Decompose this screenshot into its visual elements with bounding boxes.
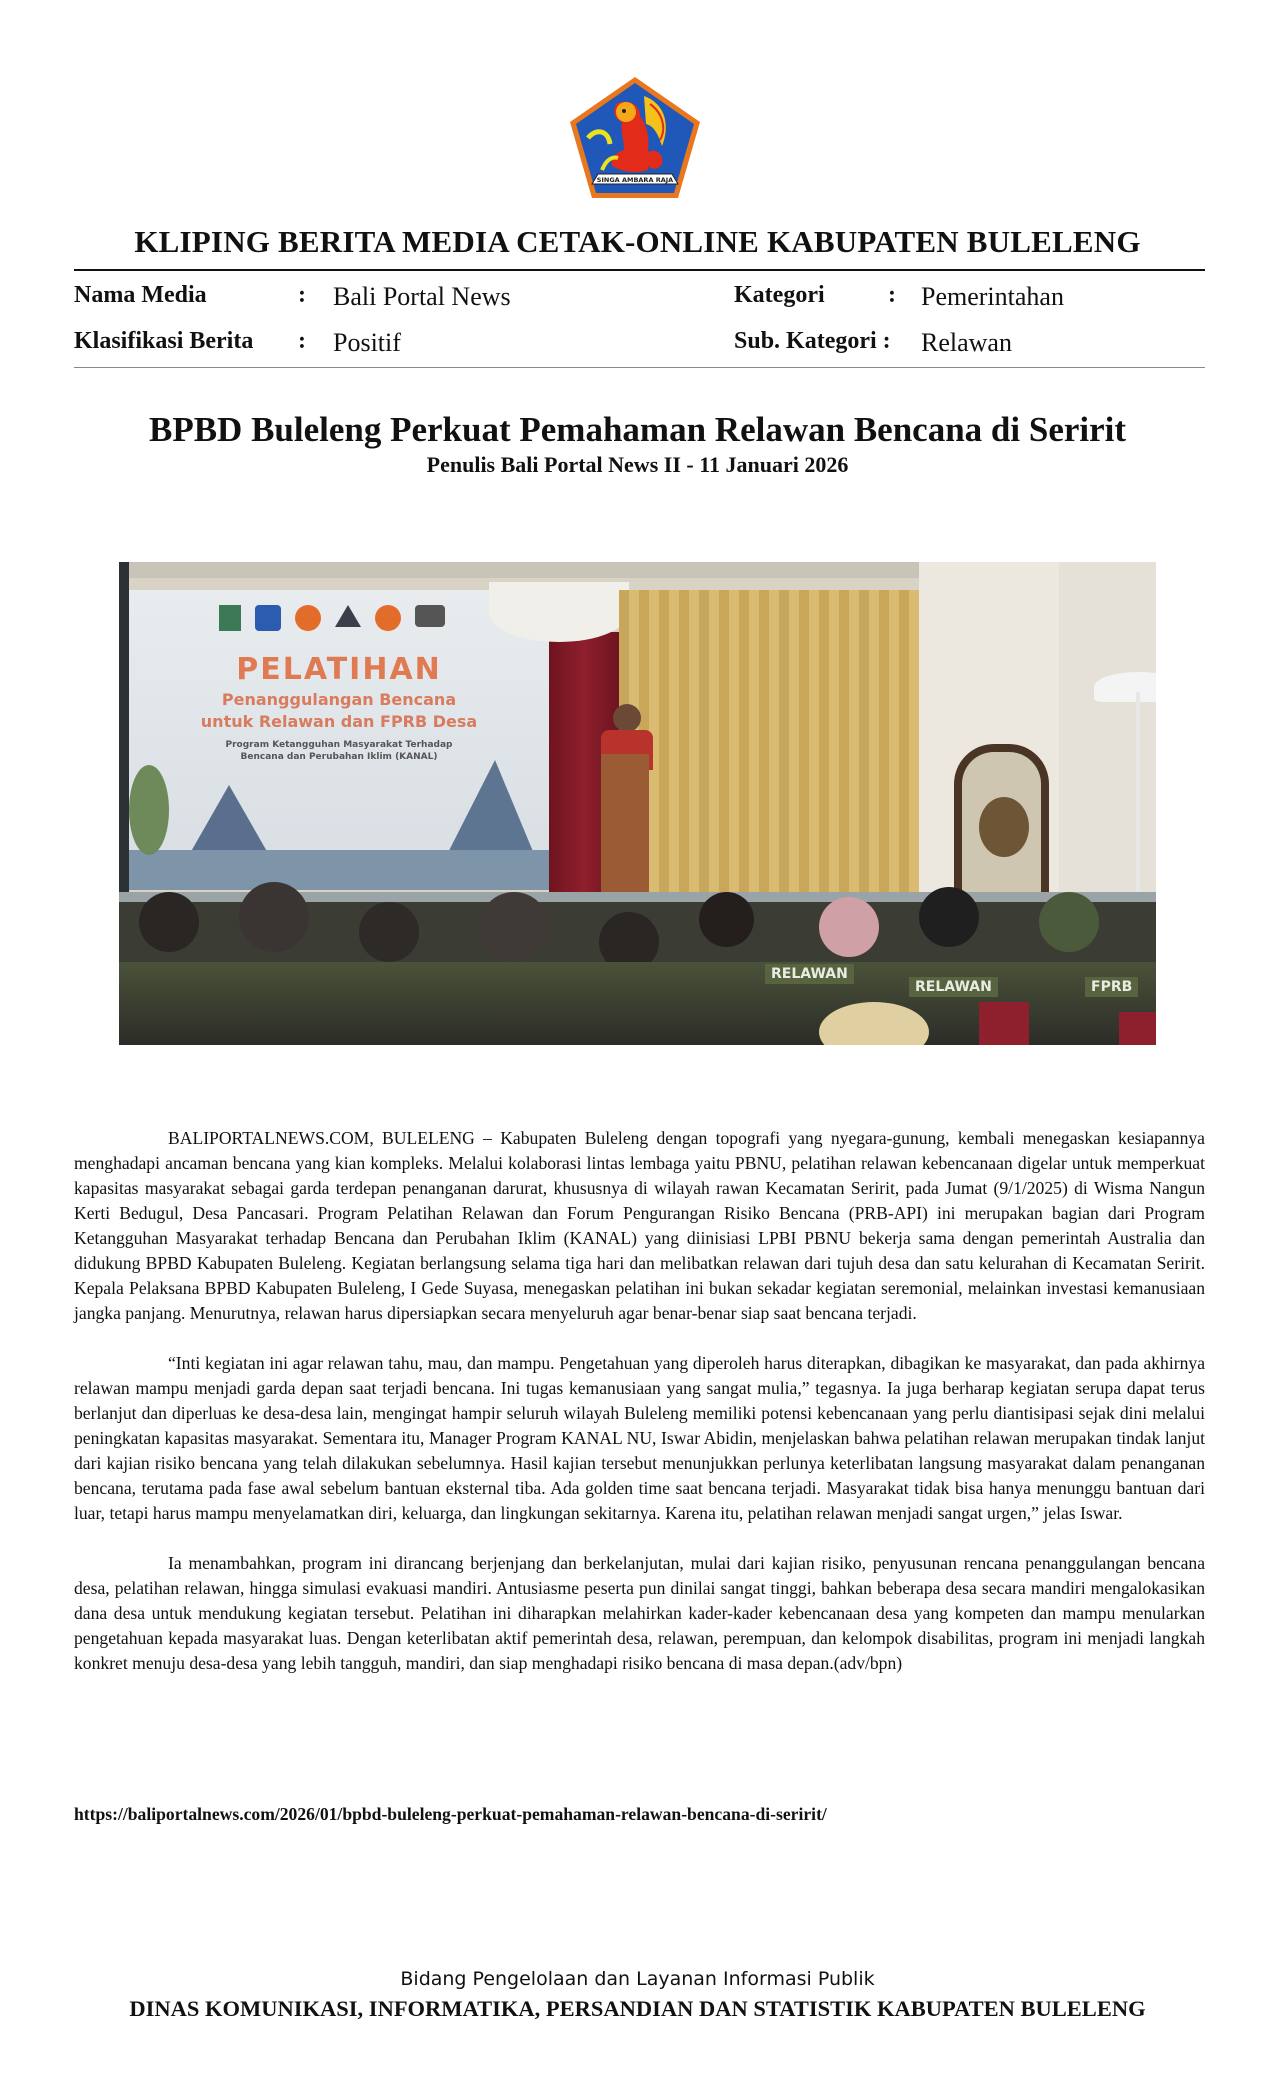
article-paragraph: “Inti kegiatan ini agar relawan tahu, mau, dan mampu. Pengetahuan yang diperoleh harus diterapkan, dibagikan ke masyarakat, dan pada akhirnya relawan mampu menjadi garda depan saat terjadi bencana. Ini tugas kemanusiaan yang sangat mulia,” tegasnya. Ia juga berharap kegiatan serupa dapat terus berlanjut dan diperluas ke desa-desa lain, mengingat hampir seluruh wilayah Buleleng memiliki potensi kebencanaan yang perlu diantisipasi sejak dini melalui peningkatan kapasitas masyarakat. Sementara itu, Manager Program KANAL NU, Iswar Abidin, menjelaskan bahwa pelatihan relawan merupakan tindak lanjut dari kajian risiko bencana yang telah dilakukan sebelumnya. Hasil kajian tersebut menunjukkan perlunya keterlibatan langsung masyarakat dalam penanganan bencana, terutama pada fase awal sebelum bantuan eksternal tiba. Ada golden time saat bencana terjadi. Masyarakat tidak bisa hanya menunggu bantuan dari luar, tetapi harus mampu menyelamatkan diri, keluarga, dan lingkungan sekitarnya. Karena itu, pelatihan relawan menjadi sangat urgen,” jelas Iswar.: [74, 1353, 1205, 1523]
meta-sub-kategori-value: Relawan: [921, 328, 1012, 357]
article-title: BPBD Buleleng Perkuat Pemahaman Relawan Bencana di Seririt: [148, 410, 1127, 449]
vest-label: FPRB: [1085, 977, 1138, 997]
article-paragraph: Ia menambahkan, program ini dirancang berjenjang dan berkelanjutan, mulai dari kajian risiko, penyusunan rencana penanggulangan bencana desa, pelatihan relawan, hingga simulasi evakuasi mandiri. Antusiasme peserta pun dinilai sangat tinggi, bahkan beberapa desa secara mandiri mengalokasikan dana desa untuk mendukung kegiatan tersebut. Pelatihan ini diharapkan melahirkan kader-kader kebencanaan desa yang kompeten dan mampu menularkan pengetahuan kepada masyarakat luas. Dengan keterlibatan aktif pemerintah desa, relawan, perempuan, dan kelompok disabilitas, program ini menjadi langkah konkret menuju desa-desa yang lebih tangguh, mandiri, dan siap menghadapi risiko bencana di masa depan.(adv/bpn): [74, 1553, 1205, 1673]
source-url-link[interactable]: https://baliportalnews.com/2026/01/bpbd-buleleng-perkuat-pemahaman-relawan-bencana-di-seririt/: [74, 1804, 827, 1824]
meta-klasifikasi-value: Positif: [333, 328, 401, 357]
meta-sub-kategori-label: Sub. Kategori :: [734, 328, 891, 354]
logo-motto: SINGA AMBARA RAJA: [596, 176, 674, 184]
vest-label: RELAWAN: [909, 977, 998, 997]
meta-klasifikasi-label: Klasifikasi Berita: [74, 328, 254, 354]
meta-kategori-label: Kategori: [734, 282, 825, 308]
meta-klasifikasi-sep: :: [298, 328, 306, 354]
banner-sub1: Program Ketangguhan Masyarakat Terhadap: [225, 740, 453, 750]
meta-nama-media-sep: :: [298, 282, 306, 308]
article-paragraph: BALIPORTALNEWS.COM, BULELENG – Kabupaten Buleleng dengan topografi yang nyegara-gunung, kembali menegaskan kesiapannya menghadapi ancaman bencana yang kian kompleks. Melalui kolaborasi lintas lembaga yaitu PBNU, pelatihan relawan kebencanaan digelar untuk memperkuat kapasitas masyarakat sebagai garda terdepan penanganan darurat, khususnya di wilayah rawan Kecamatan Seririt, pada Jumat (9/1/2025) di Wisma Nangun Kerti Bedugul, Desa Pancasari. Program Pelatihan Relawan dan Forum Pengurangan Risiko Bencana (PRB-API) ini merupakan bagian dari Program Ketangguhan Masyarakat terhadap Bencana dan Perubahan Iklim (KANAL) yang diinisiasi LPBI PBNU bekerja sama dengan pemerintah Australia dan didukung BPBD Kabupaten Buleleng. Kegiatan berlangsung selama tiga hari dan melibatkan relawan dari tujuh desa dan satu kelurahan di Kecamatan Seririt. Kepala Pelaksana BPBD Kabupaten Buleleng, I Gede Suyasa, menegaskan pelatihan ini bukan sekadar kegiatan seremonial, melainkan investasi kemanusiaan jangka panjang. Menurutnya, relawan harus dipersiapkan secara menyeluruh agar benar-benar siap saat bencana terjadi.: [74, 1128, 1205, 1323]
banner-line2: untuk Relawan dan FPRB Desa: [200, 712, 478, 731]
article-photo: [119, 562, 1156, 1045]
header-divider: [74, 269, 1205, 271]
meta-divider: [74, 367, 1205, 368]
footer-agency: DINAS KOMUNIKASI, INFORMATIKA, PERSANDIAN DAN STATISTIK KABUPATEN BULELENG: [129, 1996, 1146, 2021]
article-byline: Penulis Bali Portal News II - 11 Januari 2026: [426, 452, 849, 477]
article-body: [74, 1126, 1205, 1701]
meta-nama-media-label: Nama Media: [74, 282, 207, 308]
footer-department: Bidang Pengelolaan dan Layanan Informasi Publik: [400, 1968, 875, 1990]
banner-line1: Penanggulangan Bencana: [221, 690, 457, 709]
buleleng-regency-logo: [566, 74, 704, 202]
vest-label: RELAWAN: [765, 964, 854, 984]
banner-heading: PELATIHAN: [236, 652, 442, 687]
meta-nama-media-value: Bali Portal News: [333, 282, 511, 311]
document-header-title: KLIPING BERITA MEDIA CETAK-ONLINE KABUPATEN BULELENG: [134, 224, 1141, 259]
banner-sub2: Bencana dan Perubahan Iklim (KANAL): [240, 752, 438, 762]
event-banner: [129, 590, 549, 890]
meta-kategori-sep: :: [888, 282, 896, 308]
meta-kategori-value: Pemerintahan: [921, 282, 1064, 311]
